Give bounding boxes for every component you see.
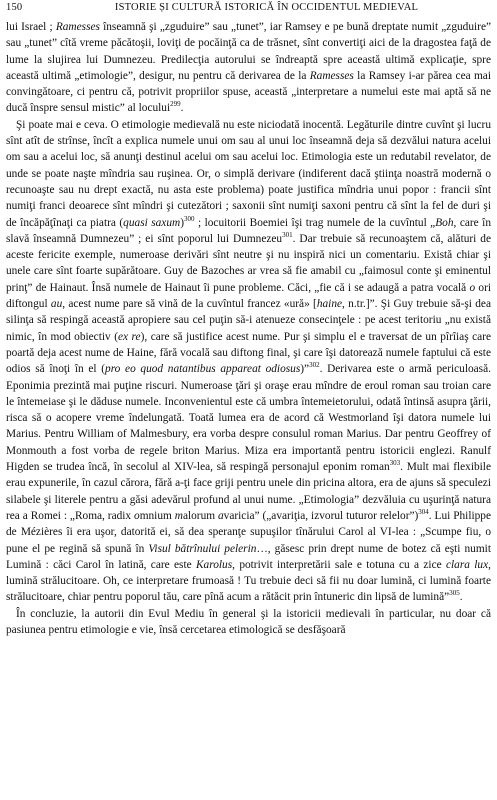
italic-run: m: [174, 509, 183, 522]
text-run: alorum: [182, 509, 218, 522]
text-run: …, găsesc prin drept nume de botez că eşti numit Lumină : căci Carol în latină, care este: [6, 542, 491, 571]
running-header: [6, 2, 491, 16]
text-run: ), care să justifice acest nume. Pur şi simplu el e traversat de un pîrîiaş care poartă deja acest nume de Haine, fără vocală sau diftong final, şi care îşi datorează numele faptului că este odios să înoţi în el (: [6, 330, 491, 376]
text-run: , potrivit interpretării sale e totuna cu a zice: [232, 558, 446, 571]
text-run: ori diftongul: [6, 281, 491, 311]
italic-run: a: [218, 509, 224, 522]
text-run: , acest nume pare să vină de la cuvîntul francez «ură» [: [62, 298, 317, 311]
body-text: [6, 19, 491, 799]
italic-run: clara lux: [446, 558, 489, 571]
paragraph: [6, 606, 491, 639]
text-run: înseamnă şi „zguduire” sau „tunet”, iar Ramsey e pe bună dreptate numit „zguduire” sau „tunet” cîtă vreme păcătoşii, loviţi de pocăinţă ca de trăsnet, sînt convertiţi aici de la dragostea faţă de lume la slujirea lui Dumnezeu. Predilecţia autorului se îndreaptă spre această ultimă explicaţie, spre această ultimă „etimologie”, desigur, nu pentru că derivarea de la: [6, 21, 492, 82]
footnote-ref: 299: [170, 100, 181, 109]
text-run: varicia” („avariţia, izvorul tuturor relelor”): [223, 509, 419, 522]
text-run: . Mult mai flexibile erau expunerile, în cazul cărora, fără a-ţi face griji pentru unele din pricina altora, era de ajuns să speculezi silabele şi literele pentru a găsi adevărul profund al unui nume. „Etimologia” dezvăluia cu uşurinţă natura rea a Romei : „Roma, radix: [6, 461, 491, 522]
footnote-ref: 304: [418, 508, 429, 517]
text-run: .: [459, 591, 463, 604]
paragraph: [6, 117, 491, 606]
italic-run: Visul bătrînului pelerin: [148, 542, 257, 555]
italic-run: Karolus: [195, 558, 233, 571]
footnote-ref: 301: [282, 231, 293, 240]
text-run: ; locuitorii Boemiei îşi trag numele de la cuvîntul „: [194, 216, 436, 229]
text-run: În concluzie, la autorii din Evul Mediu în general şi la istoricii medievali în particular, nu doar că pasiunea pentru etimologie e vie, însă cercetarea etimologică se desfăşoară: [6, 607, 491, 636]
text-run: lui Israel ;: [6, 21, 56, 33]
text-run: .: [180, 102, 184, 115]
footnote-ref: 302: [309, 361, 320, 370]
italic-run: o: [469, 281, 476, 294]
page-number: 150: [6, 2, 23, 13]
text-run: . Lui Philippe de Mézières îi era uşor, datorită ei, să dea speranţe supuşilor tînărului Carol al VI-lea : „Scumpe fiu, o pune el pe regină să spună în: [6, 509, 492, 555]
italic-run: haine: [316, 298, 343, 311]
text-run: , lumină strălucitoare. Oh, ce interpretare frumoasă ! Tu trebuie deci să fii nu doar lumină, ci lumină foarte strălucitoare, chiar pentru poporul tău, care pînă acum a rătăcit prin întuneric din lipsă de lumină”: [6, 558, 491, 604]
running-title: ISTORIE ȘI CULTURĂ ISTORICĂ ÎN OCCIDENTUL MEDIEVAL: [114, 2, 419, 13]
text-run: , care în slavă înseamnă Dumnezeu” ; ei sînt poporul lui Dumnezeu: [6, 216, 491, 245]
italic-run: pro eo quod natantibus appareat odiosus: [105, 363, 301, 376]
text-run: ): [180, 216, 184, 229]
text-run: mnium: [139, 509, 175, 522]
paragraph: [6, 19, 491, 117]
text-run: la Ramsey i-ar părea cea mai convingătoare, ci pentru că, potrivit propriilor spuse, această „interpretare a numelui este mai aptă să ne ducă înspre sensul mistic” al locului: [6, 69, 491, 115]
text-run: . Derivarea este o armă periculoasă. Eponimia prezintă mai puţine riscuri. Numeroase ţări şi oraşe erau mîndre de eroul roman sau troian care le întemeiase şi le dăduse numele. Inconvenientul este că umbra întemeietorului, odată întinsă asupra ţării, risca să o acopere vreme îndelungată. Toată lumea era de acord că Westmorland îşi datora numele lui Marius. Pentru William of Malmesbury, era vorba despre consulul roman Marius. Dar pentru Geoffrey of Monmouth a fost vorba de regele briton Marius. Miza era importantă pentru istoricii englezi. Ranulf Higden se trudea încă, în secolul al XIV-lea, să respingă personajul eponim roman: [6, 363, 491, 474]
italic-run: au: [50, 298, 63, 311]
footnote-ref: 300: [184, 214, 195, 223]
footnote-ref: 305: [449, 589, 460, 598]
italic-run: ex re: [117, 330, 141, 343]
text-run: Şi poate mai e ceva. O etimologie medievală nu este niciodată inocentă. Legăturile dintre cuvînt şi lucru sînt atît de strînse, încît a explica numele unui om sau al unui loc înseamnă deja să dezvălui natura acelui om sau a acelui loc, să anunţi destinul acelui om sau acelui loc. Etimologia este un redutabil revelator, de unde se poate naşte mîndria sau ruşinea. Or, o simplă derivare (indiferent dacă ştiinţa noastră modernă o recunoaşte sau nu drept exactă, nu asta este problema) poate justifica mîndria unui popor : francii sînt numiţi franci deoarece sînt mîndri şi cutezători ; saxonii sînt numiţi saxoni pentru că sînt la fel de duri şi de încăpăţînaţi ca piatra (: [6, 118, 491, 229]
text-run: . Dar trebuie să recunoaştem că, alături de aceste fericite exemple, numeroase derivări sînt neutre şi nu inspiră nici un comentariu. Există chiar şi unele care sînt foarte supărătoare. Guy de Bazoches ar vrea să fie amabil cu „faimosul conte şi eminentul prinţ” de Hainaut. Însă numele de Hainaut îi pune probleme. Căci, „fie că i se adaugă a patra vocală: [6, 232, 492, 294]
italic-run: Boh: [435, 216, 454, 229]
text-run: , n.tr.]”. Şi Guy trebuie să-şi dea silinţa să respingă această apropiere sau cel puţin să-i atenueze consecinţele : pe acest teritoriu „nu există nimic, în mod obiectiv (: [6, 298, 491, 343]
italic-run: o: [134, 509, 140, 522]
italic-run: quasi saxum: [123, 216, 181, 229]
text-run: )”: [300, 363, 310, 376]
italic-run: Ramesses: [55, 21, 100, 33]
footnote-ref: 303: [389, 459, 401, 468]
italic-run: Ramesses: [309, 69, 354, 82]
